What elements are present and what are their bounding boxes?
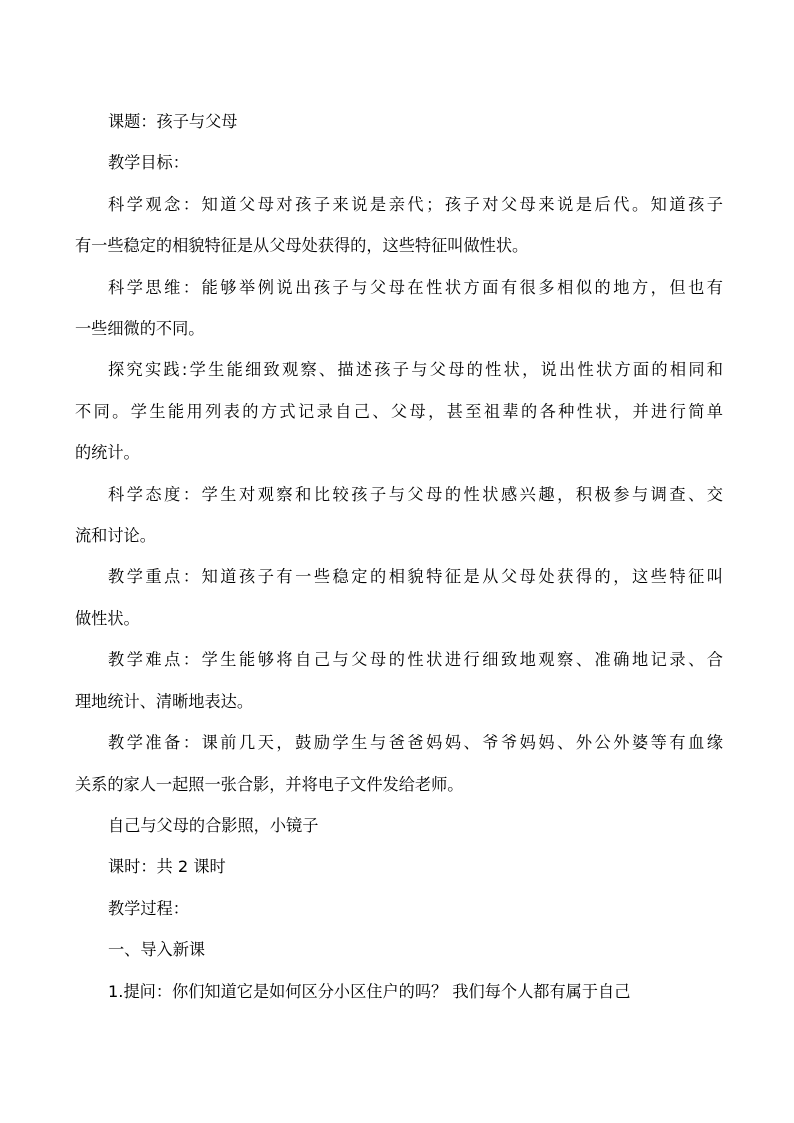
paragraph-line: 科学观念：知道父母对孩子来说是亲代；孩子对父母来说是后代。知道孩子 [108, 194, 723, 214]
paragraph-line: 教学重点：知道孩子有一些稳定的相貌特征是从父母处获得的，这些特征叫 [108, 567, 723, 587]
paragraph [75, 971, 723, 1012]
paragraph [75, 474, 723, 557]
paragraph-line: 不同。学生能用列表的方式记录自己、父母，甚至祖辈的各种性状，并进行简单 [75, 401, 723, 421]
paragraph-line: 课时：共 2 课时 [108, 857, 226, 877]
paragraph [75, 142, 723, 183]
paragraph-line: 理地统计、清晰地表达。 [75, 691, 254, 711]
paragraph-line: 做性状。 [75, 608, 140, 628]
paragraph-line: 教学难点：学生能够将自己与父母的性状进行细致地观察、准确地记录、合 [108, 650, 723, 670]
paragraph-line: 自己与父母的合影照，小镜子 [108, 815, 319, 835]
document-body [75, 101, 723, 1012]
paragraph-line: 一些细微的不同。 [75, 319, 205, 339]
paragraph-line: 的统计。 [75, 443, 140, 463]
paragraph [75, 722, 723, 805]
paragraph [75, 267, 723, 350]
paragraph [75, 888, 723, 929]
paragraph-line: 教学过程： [108, 898, 189, 918]
paragraph [75, 349, 723, 473]
paragraph [75, 805, 723, 846]
paragraph-line: 教学准备：课前几天，鼓励学生与爸爸妈妈、爷爷妈妈、外公外婆等有血缘 [108, 733, 723, 753]
paragraph [75, 929, 723, 970]
paragraph [75, 846, 723, 887]
paragraph [75, 101, 723, 142]
paragraph-line: 课题：孩子与父母 [108, 112, 238, 131]
paragraph-line: 一、导入新课 [108, 940, 206, 960]
paragraph-line: 有一些稳定的相貌特征是从父母处获得的，这些特征叫做性状。 [75, 236, 529, 256]
paragraph-line: 关系的家人一起照一张合影，并将电子文件发给老师。 [75, 774, 464, 794]
paragraph-line: 教学目标： [108, 153, 189, 173]
paragraph-line: 1.提问：你们知道它是如何区分小区住户的吗？ 我们每个人都有属于自己 [108, 981, 631, 1001]
paragraph-line: 探究实践:学生能细致观察、描述孩子与父母的性状，说出性状方面的相同和 [108, 360, 723, 380]
paragraph [75, 556, 723, 639]
paragraph-line: 科学态度：学生对观察和比较孩子与父母的性状感兴趣，积极参与调查、交 [108, 484, 723, 504]
paragraph [75, 184, 723, 267]
paragraph-line: 科学思维：能够举例说出孩子与父母在性状方面有很多相似的地方，但也有 [108, 277, 723, 297]
paragraph [75, 639, 723, 722]
paragraph-line: 流和讨论。 [75, 526, 156, 546]
